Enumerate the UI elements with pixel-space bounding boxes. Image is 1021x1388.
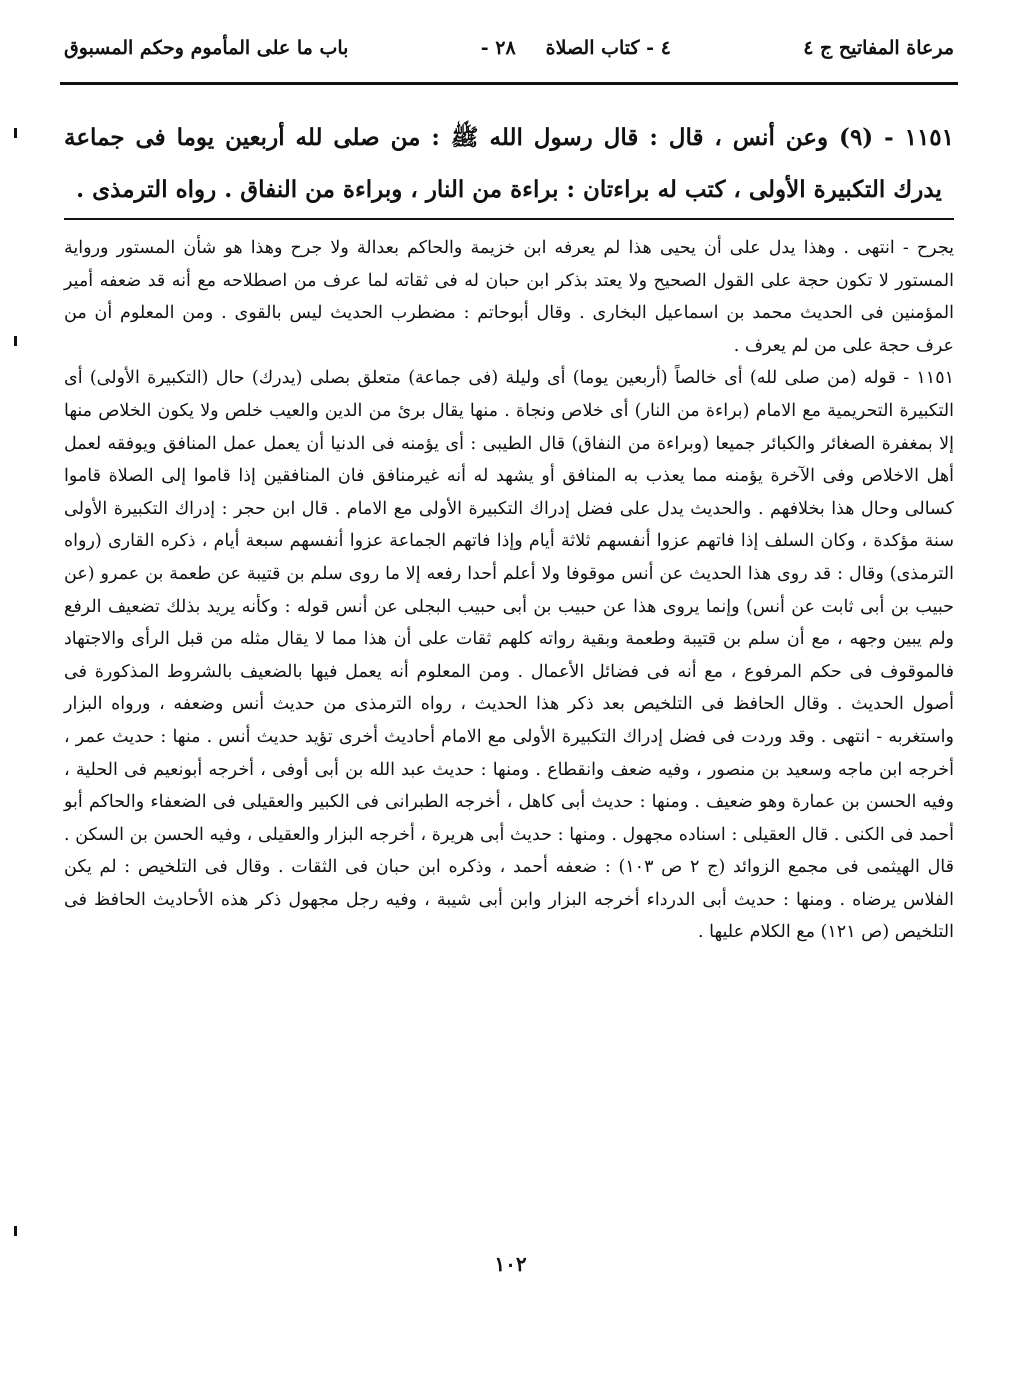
margin-mark [14,336,17,346]
commentary-paragraph: ١١٥١ - قوله (من صلى لله) أى خالصاً (أربعين يوما) أى وليلة (فى جماعة) متعلق بصلى (يدرك) حال (التكبيرة الأولى) أى التكبيرة التحريمية مع الامام (براءة من النار) أى خلاص ونجاة . منها يقال برئ من الدين والعيب خلص ولا يكون الخلاص منها إلا بمغفرة الصغائر والكبائر جميعا (وبراءة من النفاق) قال الطيبى : أى يؤمنه فى الدنيا أن يعمل عمل المنافق ويوفقه لعمل أهل الاخلاص وفى الآخرة يؤمنه مما يعذب به المنافق أو يشهد له أنه غيرمنافق فان المنافقين إذا قاموا إلى الصلاة قاموا كسالى وحال هذا بخلافهم . والحديث يدل على فضل إدراك التكبيرة الأولى مع الامام . قال ابن حجر : إدراك التكبيرة الأولى سنة مؤكدة ، وكان السلف إذا فاتهم عزوا أنفسهم ثلاثة أيام وإذا فاتهم الجماعة عزوا أنفسهم سبعة أيام ، ذكره القارى (رواه الترمذى) وقال : قد روى هذا الحديث عن أنس موقوفا ولا أعلم أحدا رفعه إلا ما روى سلم بن قتيبة عن طعمة بن عمرو (عن حبيب بن أبى ثابت عن أنس) وإنما يروى هذا عن حبيب بن أبى حبيب البجلى عن أنس قوله : وكأنه يريد بذلك تضعيف الرفع ولم يبين وجهه ، مع أن سلم بن قتيبة وطعمة وبقية رواته كلهم ثقات على أن هذا مما لا يقال مثله من قبل الرأى والاجتهاد فالموقوف فى حكم المرفوع ، مع أنه فى فضائل الأعمال . ومن المعلوم أنه يعمل فيها بالضعيف بالشروط المذكورة فى أصول الحديث . وقال الحافظ فى التلخيص بعد ذكر هذا الحديث ، رواه الترمذى من حديث أنس وضعفه ، ورواه البزار واستغربه - انتهى . وقد وردت فى فضل إدراك التكبيرة الأولى مع الامام أحاديث أخرى تؤيد حديث أنس . منها : حديث عمر ، أخرجه ابن ماجه وسعيد بن منصور ، وفيه ضعف وانقطاع . ومنها : حديث عبد الله بن أبى أوفى ، أخرجه أبونعيم فى الحلية ، وفيه الحسن بن عمارة وهو ضعيف . ومنها : حديث أبى كاهل ، أخرجه الطبرانى فى الكبير والعقيلى فى الضعفاء والحاكم أبو أحمد فى الكنى . قال العقيلى : اسناده مجهول . ومنها : حديث أبى هريرة ، أخرجه البزار والعقيلى ، وفيه الحسن بن السكن . قال الهيثمى فى مجمع الزوائد (ج ٢ ص ١٠٣) : ضعفه أحمد ، وذكره ابن حبان فى الثقات . وقال فى التلخيص : لم يكن الفلاس يرضاه . ومنها : حديث أبى الدرداء أخرجه البزار وابن أبى شيبة ، وفيه رجل مجهول ذكر هذه الأحاديث الحافظ فى التلخيص (ص ١٢١) مع الكلام عليها . [64,368,954,943]
running-head [64,28,954,68]
running-head-section: ٤ - كتاب الصلاة [545,37,671,59]
header-rule [60,82,958,85]
section-divider [64,218,954,220]
commentary-paragraph: يجرح - انتهى . وهذا يدل على أن يحيى هذا لم يعرفه ابن خزيمة والحاكم بعدالة ولا جرح وهذا هو شأن المستور ورواية المستور لا تكون حجة على القول الصحيح ولا يعتد بذكر ابن حبان له فى ثقاته لما عرف من اصطلاحه مع أنه قد ضعفه أمير المؤمنين فى الحديث محمد بن اسماعيل البخارى . وقال أبوحاتم : مضطرب الحديث ليس بالقوى . ومن المعلوم أن من عرف حجة على من لم يعرف . [64,238,954,356]
running-head-chapter-number: ٢٨ - [480,37,516,59]
hadith-text: ١١٥١ - (٩) وعن أنس ، قال : قال رسول الله ﷺ : من صلى لله أربعين يوما فى جماعة يدرك التكبيرة الأولى ، كتب له براءتان : براءة من النار ، وبراءة من النفاق . رواه الترمذى . [64,124,955,203]
page-number: ١٠٢ [494,1252,527,1276]
running-head-chapter: باب ما على المأموم وحكم المسبوق [64,37,349,59]
commentary-body [64,232,954,949]
running-head-center [481,37,671,59]
margin-mark [14,128,17,138]
running-head-book-title: مرعاة المفاتيح ج ٤ [803,37,954,59]
margin-mark [14,1226,17,1236]
